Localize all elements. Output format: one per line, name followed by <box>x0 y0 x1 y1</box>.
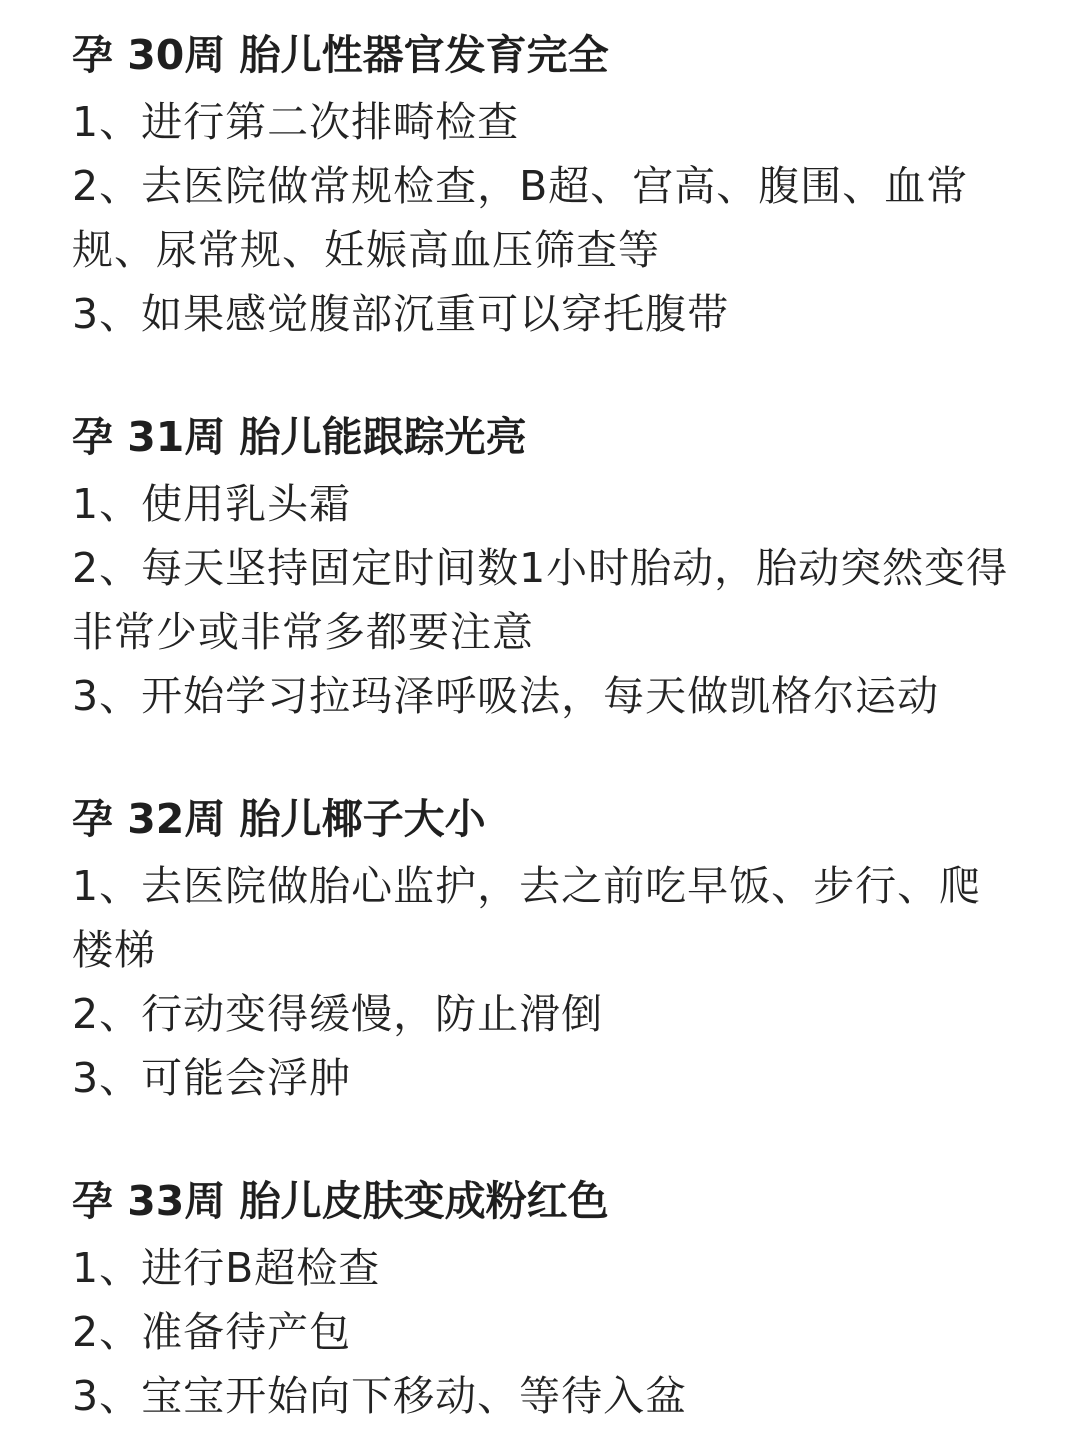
list-item: 3、可能会浮肿 <box>72 1054 352 1102</box>
week-32-section <box>72 790 1012 1110</box>
list-item: 1、去医院做胎心监护，去之前吃早饭、步行、爬楼梯 <box>72 862 982 974</box>
list-item: 1、使用乳头霜 <box>72 480 352 528</box>
list-item: 2、去医院做常规检查，B超、宫高、腹围、血常规、尿常规、妊娠高血压筛查等 <box>72 162 969 274</box>
list-item: 3、开始学习拉玛泽呼吸法，每天做凯格尔运动 <box>72 672 940 720</box>
list-item: 3、如果感觉腹部沉重可以穿托腹带 <box>72 290 730 338</box>
list-item: 2、准备待产包 <box>72 1308 352 1356</box>
week-30-heading: 孕 30周 胎儿性器官发育完全 <box>72 31 609 79</box>
pregnancy-guide <box>72 26 1012 1428</box>
week-31-section <box>72 408 1012 728</box>
list-item: 2、行动变得缓慢，防止滑倒 <box>72 990 604 1038</box>
week-30-section <box>72 26 1012 346</box>
list-item: 1、进行第二次排畸检查 <box>72 98 520 146</box>
week-33-section <box>72 1172 1012 1428</box>
list-item: 1、进行B超检查 <box>72 1244 381 1292</box>
week-31-heading: 孕 31周 胎儿能跟踪光亮 <box>72 413 527 461</box>
list-item: 2、每天坚持固定时间数1小时胎动，胎动突然变得非常少或非常多都要注意 <box>72 544 1009 656</box>
week-32-heading: 孕 32周 胎儿椰子大小 <box>72 795 486 843</box>
week-33-heading: 孕 33周 胎儿皮肤变成粉红色 <box>72 1177 609 1225</box>
list-item: 3、宝宝开始向下移动、等待入盆 <box>72 1372 688 1420</box>
